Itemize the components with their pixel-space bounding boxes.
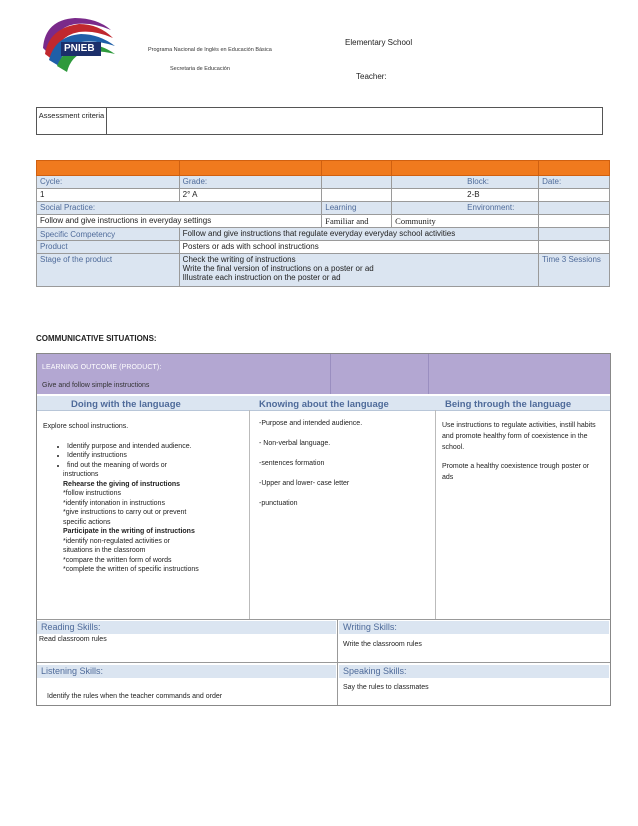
school-name: Elementary School bbox=[345, 38, 413, 47]
listening-skills-text: Identify the rules when the teacher commands and order bbox=[47, 693, 223, 700]
being-heading: Being through the language bbox=[445, 399, 572, 410]
time-value: Time 3 Sessions bbox=[539, 254, 610, 287]
speaking-skills-label: Speaking Skills: bbox=[339, 665, 609, 678]
participate-heading: Participate in the writing of instructions bbox=[63, 528, 195, 535]
date-value bbox=[539, 189, 610, 202]
learning-label: Learning bbox=[322, 202, 392, 215]
knowing-item: -punctuation bbox=[259, 500, 298, 507]
doing-bullet: • Identify purpose and intended audience. bbox=[67, 442, 243, 452]
social-practice-label: Social Practice: bbox=[37, 202, 322, 215]
communicative-situations-title: COMMUNICATIVE SITUATIONS: bbox=[36, 334, 157, 343]
assessment-label: Assessment criteria bbox=[37, 108, 107, 134]
participate-item: *complete the written of specific instructions bbox=[63, 566, 199, 573]
listening-skills-label: Listening Skills: bbox=[37, 665, 336, 678]
doing-bullet: • find out the meaning of words or bbox=[67, 461, 243, 471]
rehearse-item: *identify intonation in instructions bbox=[63, 499, 165, 507]
stage-line: Illustrate each instruction on the poster or ad bbox=[182, 273, 341, 282]
stage-line: Check the writing of instructions bbox=[182, 255, 296, 264]
knowing-item: -sentences formation bbox=[259, 460, 325, 467]
doing-intro: Explore school instructions. bbox=[43, 423, 129, 430]
stage-label: Stage of the product bbox=[37, 254, 180, 287]
knowing-item: -Purpose and intended audience. bbox=[259, 420, 363, 427]
knowing-item: - Non-verbal language. bbox=[259, 440, 331, 447]
stage-lines bbox=[179, 254, 538, 287]
learning-outcome-title: LEARNING OUTCOME (PRODUCT): bbox=[42, 364, 162, 371]
reading-skills-label: Reading Skills: bbox=[37, 621, 336, 634]
learning-outcome-band bbox=[37, 354, 610, 394]
social-practice-value: Follow and give instructions in everyday settings bbox=[37, 215, 322, 228]
being-paragraph: Use instructions to regulate activities, instill habits and promote healthy form of coexistence in the school. bbox=[442, 422, 596, 451]
product-label: Product bbox=[37, 241, 180, 254]
grade-value: 2° A bbox=[179, 189, 322, 202]
being-column bbox=[442, 420, 602, 483]
participate-item: situations in the classroom bbox=[63, 547, 146, 554]
learning-outcome-box bbox=[36, 353, 611, 706]
cycle-value: 1 bbox=[37, 189, 180, 202]
rehearse-item: *give instructions to carry out or prevent bbox=[63, 509, 187, 516]
writing-skills-label: Writing Skills: bbox=[339, 621, 609, 634]
product-value: Posters or ads with school instructions bbox=[179, 241, 538, 254]
doing-bullet: • Identify instructions bbox=[67, 451, 243, 461]
writing-skills-text: Write the classroom rules bbox=[343, 641, 422, 648]
participate-item: *identify non-regulated activities or bbox=[63, 537, 171, 545]
orange-band bbox=[37, 161, 610, 176]
knowing-column bbox=[259, 420, 429, 520]
competency-value: Follow and give instructions that regulate everyday everyday school activities bbox=[179, 228, 538, 241]
doing-bullet-cont: instructions bbox=[63, 471, 99, 478]
learning-outcome-text: Give and follow simple instructions bbox=[42, 382, 150, 389]
grade-label: Grade: bbox=[179, 176, 322, 189]
block-label: Block: bbox=[392, 176, 539, 189]
environment-value-2: Community bbox=[392, 215, 539, 228]
date-label: Date: bbox=[539, 176, 610, 189]
doing-heading: Doing with the language bbox=[71, 399, 181, 410]
assessment-criteria-box bbox=[36, 107, 603, 135]
competency-label: Specific Competency bbox=[37, 228, 180, 241]
environment-value-1: Familiar and bbox=[322, 215, 392, 228]
rehearse-item: *follow instructions bbox=[63, 490, 121, 497]
secretaria-name: Secretaria de Educación bbox=[170, 66, 230, 72]
being-paragraph: Promote a healthy coexistence trough poster or ads bbox=[442, 463, 590, 481]
program-name: Programa Nacional de Inglés en Educación Básica bbox=[148, 47, 272, 53]
knowing-heading: Knowing about the language bbox=[259, 399, 389, 410]
cycle-label: Cycle: bbox=[37, 176, 180, 189]
pnieb-logo bbox=[35, 14, 121, 76]
logo-text: PNIEB bbox=[64, 43, 95, 54]
info-table bbox=[36, 160, 610, 287]
reading-skills-text: Read classroom rules bbox=[39, 636, 107, 643]
rehearse-item: specific actions bbox=[63, 518, 111, 526]
stage-line: Write the final version of instructions on a poster or ad bbox=[182, 264, 374, 273]
environment-label: Environment: bbox=[392, 202, 539, 215]
speaking-skills-text: Say the rules to classmates bbox=[343, 684, 429, 691]
knowing-item: -Upper and lower- case letter bbox=[259, 480, 350, 487]
participate-item: *compare the written form of words bbox=[63, 556, 172, 564]
rehearse-heading: Rehearse the giving of instructions bbox=[63, 480, 181, 488]
doing-column bbox=[43, 422, 243, 575]
block-value: 2-B bbox=[392, 189, 539, 202]
teacher-label: Teacher: bbox=[356, 72, 387, 81]
